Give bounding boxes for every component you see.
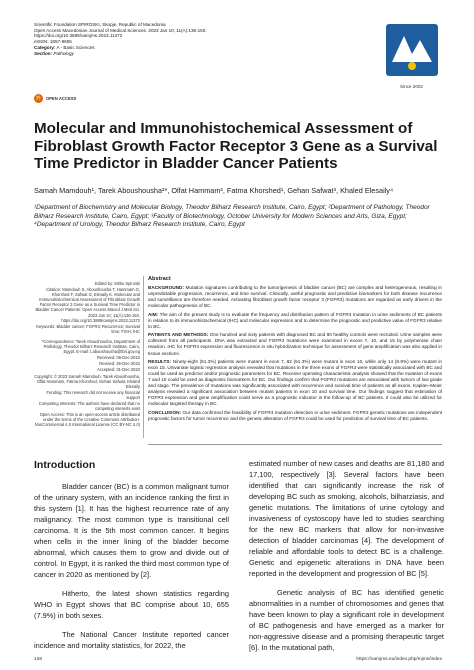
introduction-heading: Introduction bbox=[34, 459, 96, 471]
abstract-heading: Abstract bbox=[148, 276, 171, 282]
journal-url-link[interactable]: https://oamjms.eu/index.php/mjms/index bbox=[356, 657, 442, 662]
paragraph: Bladder cancer (BC) is a common malignant tumor of the urinary system, with an incidence ranking the first in this system [1]. It has the highest recurrence rate of any malignancy. The most common type is transitional cell carcinoma. It is the 5th most common cancer. It begins when cells in the inner lining of the bladder become abnormal, which causes them to grow and divide out of control. In Egypt, it is ranked the third most common type of cancer in 2020 as mentioned by [2]. bbox=[34, 482, 229, 579]
copyright: Copyright: © 2023 Samah Mamdouh, Tarek Aboushousha, Olfat Hammam, Fatma Khorshed, Gehan Safwat, Khaled Elesaily bbox=[34, 373, 140, 389]
header-line: Scientific Foundation SPIROSKI, Skopje, Republic of Macedonia bbox=[34, 22, 166, 27]
paragraph: estimated number of new cases and deaths are 81,180 and 17,100, respectively [3]. Several factors have been identified that can significantly increase the risk of developing BC such as smoking, alcohols, bilharziasis, and genetic mutations. The limitations of urine cytology and invasiveness of cystoscopy have led to studies searching for the new BC markers that allow for non-invasive detection of bladder carcinomas [4]. The development of reliable and affordable tools to detect BC is a challenge. Genetic and epigenetic alterations in DNA have been reported in the development and progression of BC [5]. bbox=[249, 459, 444, 578]
article-title: Molecular and Immunohistochemical Assessment of Fibroblast Growth Factor Receptor 3 Gene as a Survival Time Predictor in Bladder Cancer Patients bbox=[34, 120, 438, 173]
correspondence: *Correspondence: Tarek Aboushousha, Department of Pathology, Theodor Bilharz Research Institute, Cairo, Egypt. E-mail: t.aboushousha@tbri.gov.eg bbox=[41, 338, 140, 355]
abstract-divider bbox=[148, 444, 442, 445]
sidebar-divider bbox=[143, 276, 144, 438]
abstract-aim: AIM: The aim of the present study is to evaluate the frequency and distribution pattern of FGFR3 mutation in urine sediments of BC patients in relation to its immunohistochemical (IHC) and molecular expression and to determine the prognostic and predictive value of FGFR3 relative to BC. bbox=[148, 311, 443, 329]
page-number: 138 bbox=[34, 657, 43, 662]
received-date: Received: 08-Dec-2022 bbox=[96, 355, 140, 361]
open-access-label: OPEN ACCESS bbox=[46, 96, 77, 101]
doi-link[interactable]: https://doi.org/10.3889/oamjms.2023.11372 bbox=[34, 33, 123, 39]
header-line: eISSN: 1857-9655 bbox=[34, 39, 72, 45]
open-access-license: Open Access: This is an open-access article distributed under the terms of the Creative Commons Attribution-NonCommercial 4.0 International License (CC BY-NC 4.0) bbox=[34, 412, 140, 428]
abstract bbox=[148, 276, 442, 425]
open-access-badge bbox=[34, 94, 76, 103]
abstract-methods: PATIENTS AND METHODS: One hundred and sixty patients with diagnosed BC and 80 healthy controls were recruited. Urine samples were collected from all participants. DNA was extracted and FGFR3 mutations were examined in exons 7, 10, and 15 by polymerase chain reaction. IHC for FGFR3 expression and fluorescence in situ hybridization technique for assessment of gene amplification was also applied in tissue sections. bbox=[148, 332, 442, 356]
abstract-conclusion: CONCLUSION: Our data confirmed the feasibility of FGFR3 mutation detection in urine sediment. FGFR3 genetic mutations are independent prognostic factors for tumor recurrence and the genetic alteration of FGFR3 could be used for prediction of survival time of BC patients. bbox=[148, 409, 442, 421]
keywords: Keywords: Bladder cancer; FGFR3; Recurrence; Survival time; FISH; IHC bbox=[36, 323, 140, 334]
header-line: Open Access Macedonian Journal of Medical Sciences. 2023 Jan 10; 11(A):136-150. bbox=[34, 27, 207, 33]
competing-interests: Competing Interests: The authors have declared that no competing interests exist bbox=[38, 400, 140, 412]
since-label: Since 2002 bbox=[400, 84, 423, 89]
accepted-date: Accepted: 31-Dec-2022 bbox=[96, 367, 140, 373]
funding: Funding: This research did not receive any financial support bbox=[46, 389, 140, 400]
affiliations: ¹Department of Biochemistry and Molecular Biology, Theodor Bilharz Research Institute, Cairo, Egypt; ²Department of Pathology, Theodor Bilharz Research Institute, Cairo, Egypt; ³Faculty of Biotechnology, October University for Modern Sciences and Arts, Giza, Egypt; ⁴Department of Urology, Theodor Bilharz Research Institute, Cairo, Egypt bbox=[34, 204, 430, 229]
open-access-icon: 🔓 bbox=[34, 95, 43, 101]
journal-header bbox=[34, 22, 334, 56]
category-line: Category: A - Basic Sciences bbox=[34, 44, 95, 50]
body-column-right bbox=[249, 458, 444, 661]
paragraph: The National Cancer Institute reported cancer incidence and mortality statistics, for 2022, the bbox=[34, 630, 229, 650]
abstract-background: BACKGROUND: Mutation signatures contributing to the tumorigenesis of bladder cancer (BC) are complex and heterogeneous, resulting in unpredictable progression, recurrence, and time survival. Clinically, useful prognostic and predictive biomarkers for both disease recurrence and surveillance are therefore needed. Activating fibroblast growth factor receptor 3 (FGFR3) mutations are regarded as early drivers in the molecular pathogenesis of BC. bbox=[148, 285, 442, 309]
paragraph: Genetic analysis of BC has identified genetic abnormalities in a number of chromosomes and genes that have been known to play a significant role in development of BC pathogenesis and have emerged as a marker for non-aggressive disease and a promising therapeutic target [6]. In the mutational path, bbox=[249, 588, 444, 652]
abstract-results: RESULTS: Ninety-eight (61.3%) patients were mutant in exon 7, 82 (51.3%) were mutant in exon 10, while only 14 (8.8%) were mutant in exon 15. Univariate logistic regression analysis revealed that mutations in the three exons of FGFR3 were statistically associated with BC and could be used as predictor and/or prognostic parameters for BC. Receiver operating characteristic analysis showed that the mutation of exons 7 and 10 could be used as diagnostic biomarkers for BC. Our findings confirm that FGFR3 mutations are associated with tumors of low grade and stage. The prevalence of mutations was significantly associated with recurrence and survival time of patients as all exons. Kaplan–Meier analysis revealed a significant association between mutant patients in exon 10 and survival time. Our findings suggest that estimation of FGFR3 expression and gene amplification could serve as a prognostic indicator in the follow-up of BC patients. It could also be utilized for molecular targeted therapy in BC. bbox=[148, 359, 442, 407]
author-list: Samah Mamdouh¹, Tarek Aboushousha²*, Olfat Hammam², Fatma Khorshed¹, Gehan Safwat³, Khaled Elesaily⁴ bbox=[34, 186, 394, 195]
citation: Citation: Mamdouh S, Aboushousha T, Hammam O, Khorshed F, Safwat G, Elesaily K. Molecular and Immunohistochemical Assessment of Fibroblast Growth Factor Receptor 3 Gene as a Survival Time Predictor in Bladder Cancer Patients. Open Access Maced J Med Sci. 2023 Jan 10; 11(A):136-150. https://doi.org/10.3889/oamjms.2023.11372 bbox=[35, 287, 140, 323]
journal-logo-icon bbox=[382, 20, 442, 82]
body-column-left bbox=[34, 481, 229, 659]
revised-date: Revised: 26-Dec-2022 bbox=[99, 361, 140, 367]
section-line: Section: Pathology bbox=[34, 50, 74, 56]
edited-by: Edited by: Mirko Spiroski bbox=[94, 281, 140, 286]
article-info-sidebar bbox=[34, 281, 140, 428]
paragraph: Hitherto, the latest shown statistics regarding WHO in Egypt shows that BC comprise about 10, 655 (7.9%) in both sexes. bbox=[34, 589, 229, 620]
